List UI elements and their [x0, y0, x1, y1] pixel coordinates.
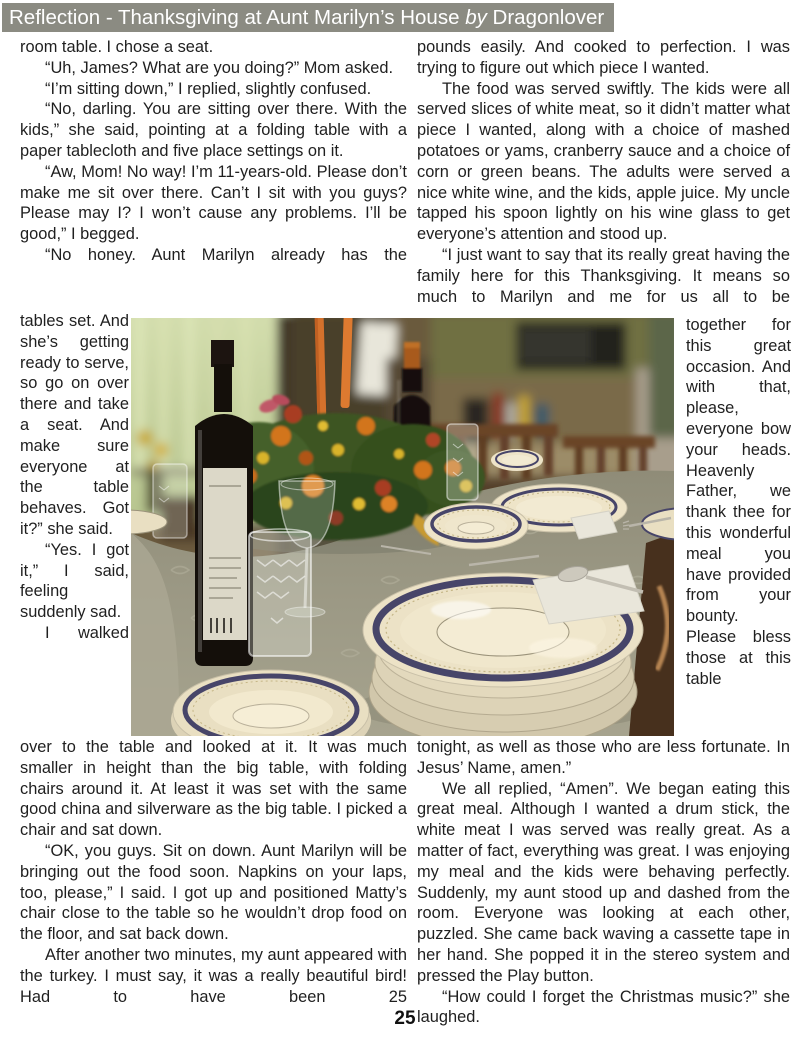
- story-paragraph: “Aw, Mom! No way! I’m 11-years-old. Please don’t make me sit over there. Can’t I sit with you guys? Please may I? I won’t cause any problems. I’ll be good,” I begged.: [20, 162, 407, 244]
- page-number: 25: [394, 1008, 416, 1029]
- story-paragraph: “Yes. I got it,” I said, feeling suddenly sad.: [20, 540, 129, 622]
- story-paragraph: “No, darling. You are sitting over there. With the kids,” she said, pointing at a folding table with a paper tablecloth and five place settings on it.: [20, 100, 407, 160]
- story-paragraph: “OK, you guys. Sit on down. Aunt Marilyn will be bringing out the food soon. Napkins on your laps, too, please,” I said. I got up and positioned Matty’s chair close to the table so he wouldn’t drop food on the floor, and sat back down.: [20, 841, 407, 944]
- story-paragraph: “I’m sitting down,” I replied, slightly confused.: [45, 79, 372, 98]
- text-block-left-wrap: [20, 311, 129, 644]
- text-block-left-bottom: [20, 737, 407, 1007]
- story-paragraph: pounds easily. And cooked to perfection. I was trying to figure out which piece I wanted.: [417, 38, 790, 77]
- page-title: Reflection - Thanksgiving at Aunt Marilyn’s House: [9, 6, 460, 29]
- byline-word: by: [465, 6, 487, 29]
- story-paragraph: room table. I chose a seat.: [20, 38, 214, 56]
- text-block-right-wrap: [686, 315, 791, 689]
- text-block-left-top: [20, 37, 407, 266]
- story-paragraph: We all replied, “Amen”. We began eating this great meal. Although I wanted a drum stick, the white meat I was served was really great. As a matter of fact, everything was great. I was enjoying my meal and the kids were behaving perfectly. Suddenly, my aunt stood up and dashed from the room. Everyone was looking at each other, puzzled. She came back waving a cassette tape in her hand. She popped it in the stereo system and pressed the Play button.: [417, 779, 790, 985]
- story-paragraph: After another two minutes, my aunt appeared with the turkey. I must say, it was a really beautiful bird! Had to have been 25: [20, 945, 407, 1006]
- story-paragraph: together for this great occasion. And with that, please, everyone bow your heads. Heavenly Father, we thank thee for this wonderful meal you have provided from your bounty. Please bless those at this table: [686, 316, 791, 688]
- story-paragraph: tonight, as well as those who are less fortunate. In Jesus’ Name, amen.”: [417, 738, 790, 777]
- story-paragraph: The food was served swiftly. The kids were all served slices of white meat, so it didn’t matter what piece I wanted, along with a choice of mashed potatoes or yams, cranberry sauce and a choice of corn or green beans. The adults were served a nice white wine, and the kids, apple juice. My uncle tapped his spoon lightly on his wine glass to get everyone’s attention and stood up.: [417, 79, 790, 244]
- text-block-right-bottom: [417, 737, 790, 1028]
- text-block-right-top: [417, 37, 790, 307]
- thanksgiving-table-photo: [131, 318, 674, 736]
- story-paragraph: over to the table and looked at it. It was much smaller in height than the big table, with folding chairs around it. At least it was set with the same good china and silverware as the big table. I picked a chair and sat down.: [20, 738, 407, 840]
- title-bar: [2, 3, 614, 32]
- story-paragraph: I walked: [45, 623, 129, 642]
- story-paragraph: “How could I forget the Christmas music?” she laughed.: [417, 987, 790, 1027]
- story-paragraph: “I just want to say that its really great having the family here for this Thanksgiving. It means so much to Marilyn and me for us all to be: [417, 245, 790, 306]
- story-paragraph: “Uh, James? What are you doing?” Mom asked.: [45, 58, 393, 77]
- story-paragraph: “No honey. Aunt Marilyn already has the: [45, 245, 407, 264]
- story-paragraph: tables set. And she’s getting ready to serve, so go on over there and take a seat. And make sure everyone at the table behaves. Got it?” she said.: [20, 312, 129, 538]
- author-name: Dragonlover: [492, 6, 605, 29]
